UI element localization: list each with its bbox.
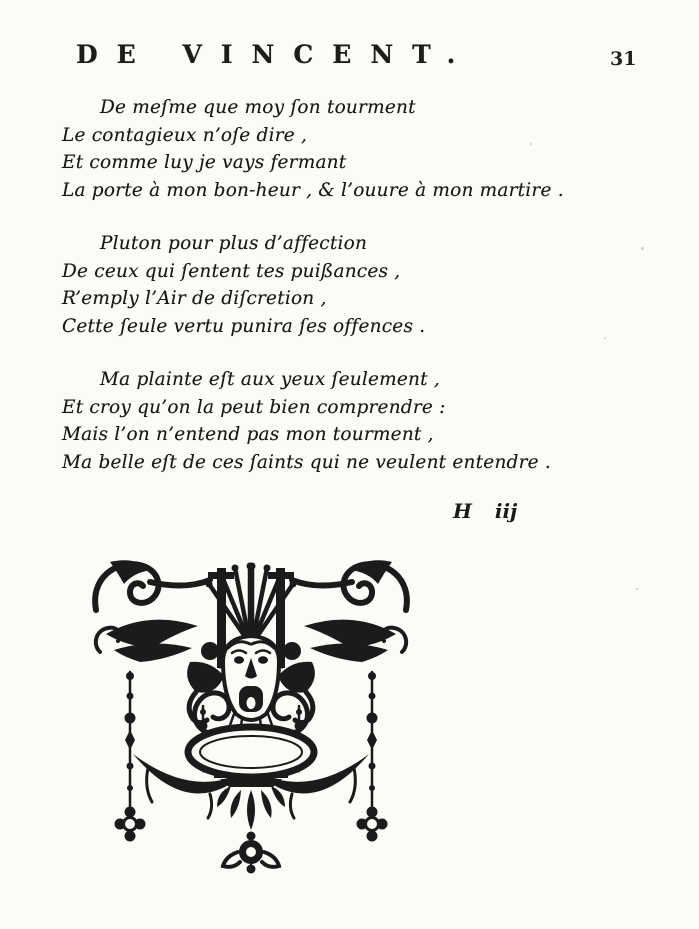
scan-speck <box>530 143 532 145</box>
poem-line: Cette ſeule vertu punira ſes offences . <box>62 315 426 337</box>
poem-line: Et croy qu’on la peut bien comprendre : <box>62 396 446 418</box>
poem-line: R’emply l’Air de diſcretion , <box>62 288 327 309</box>
stanza-1 <box>62 94 632 204</box>
stanza-2 <box>62 230 632 340</box>
poem-line: Et comme luy je vays fermant <box>62 152 347 173</box>
signature-mark: H iij <box>453 499 518 523</box>
page-number: 31 <box>610 48 637 70</box>
scan-speck <box>604 337 606 339</box>
poem-line: La porte à mon bon-heur , & l’ouure à mon martire . <box>62 179 564 201</box>
grotesque-mask-ornament-icon <box>90 556 412 874</box>
running-title: DE VINCENT. <box>76 40 475 69</box>
stanza-3 <box>62 366 632 476</box>
poem-line: De meſme que moy ſon tourment <box>100 97 416 118</box>
poem-line: Ma belle eſt de ces ſaints qui ne veulent entendre . <box>62 451 551 473</box>
poem-line: Pluton pour plus d’affection <box>100 233 368 254</box>
poem-line: Le contagieux n’oſe dire , <box>62 124 308 146</box>
scan-speck <box>636 588 638 590</box>
poem-line: Ma plainte eſt aux yeux ſeulement , <box>100 369 440 390</box>
poem-line: Mais l’on n’entend pas mon tourment , <box>62 424 434 445</box>
poem-line: De ceux qui ſentent tes puißances , <box>62 260 401 282</box>
scan-speck <box>641 247 644 250</box>
poem <box>62 94 632 502</box>
